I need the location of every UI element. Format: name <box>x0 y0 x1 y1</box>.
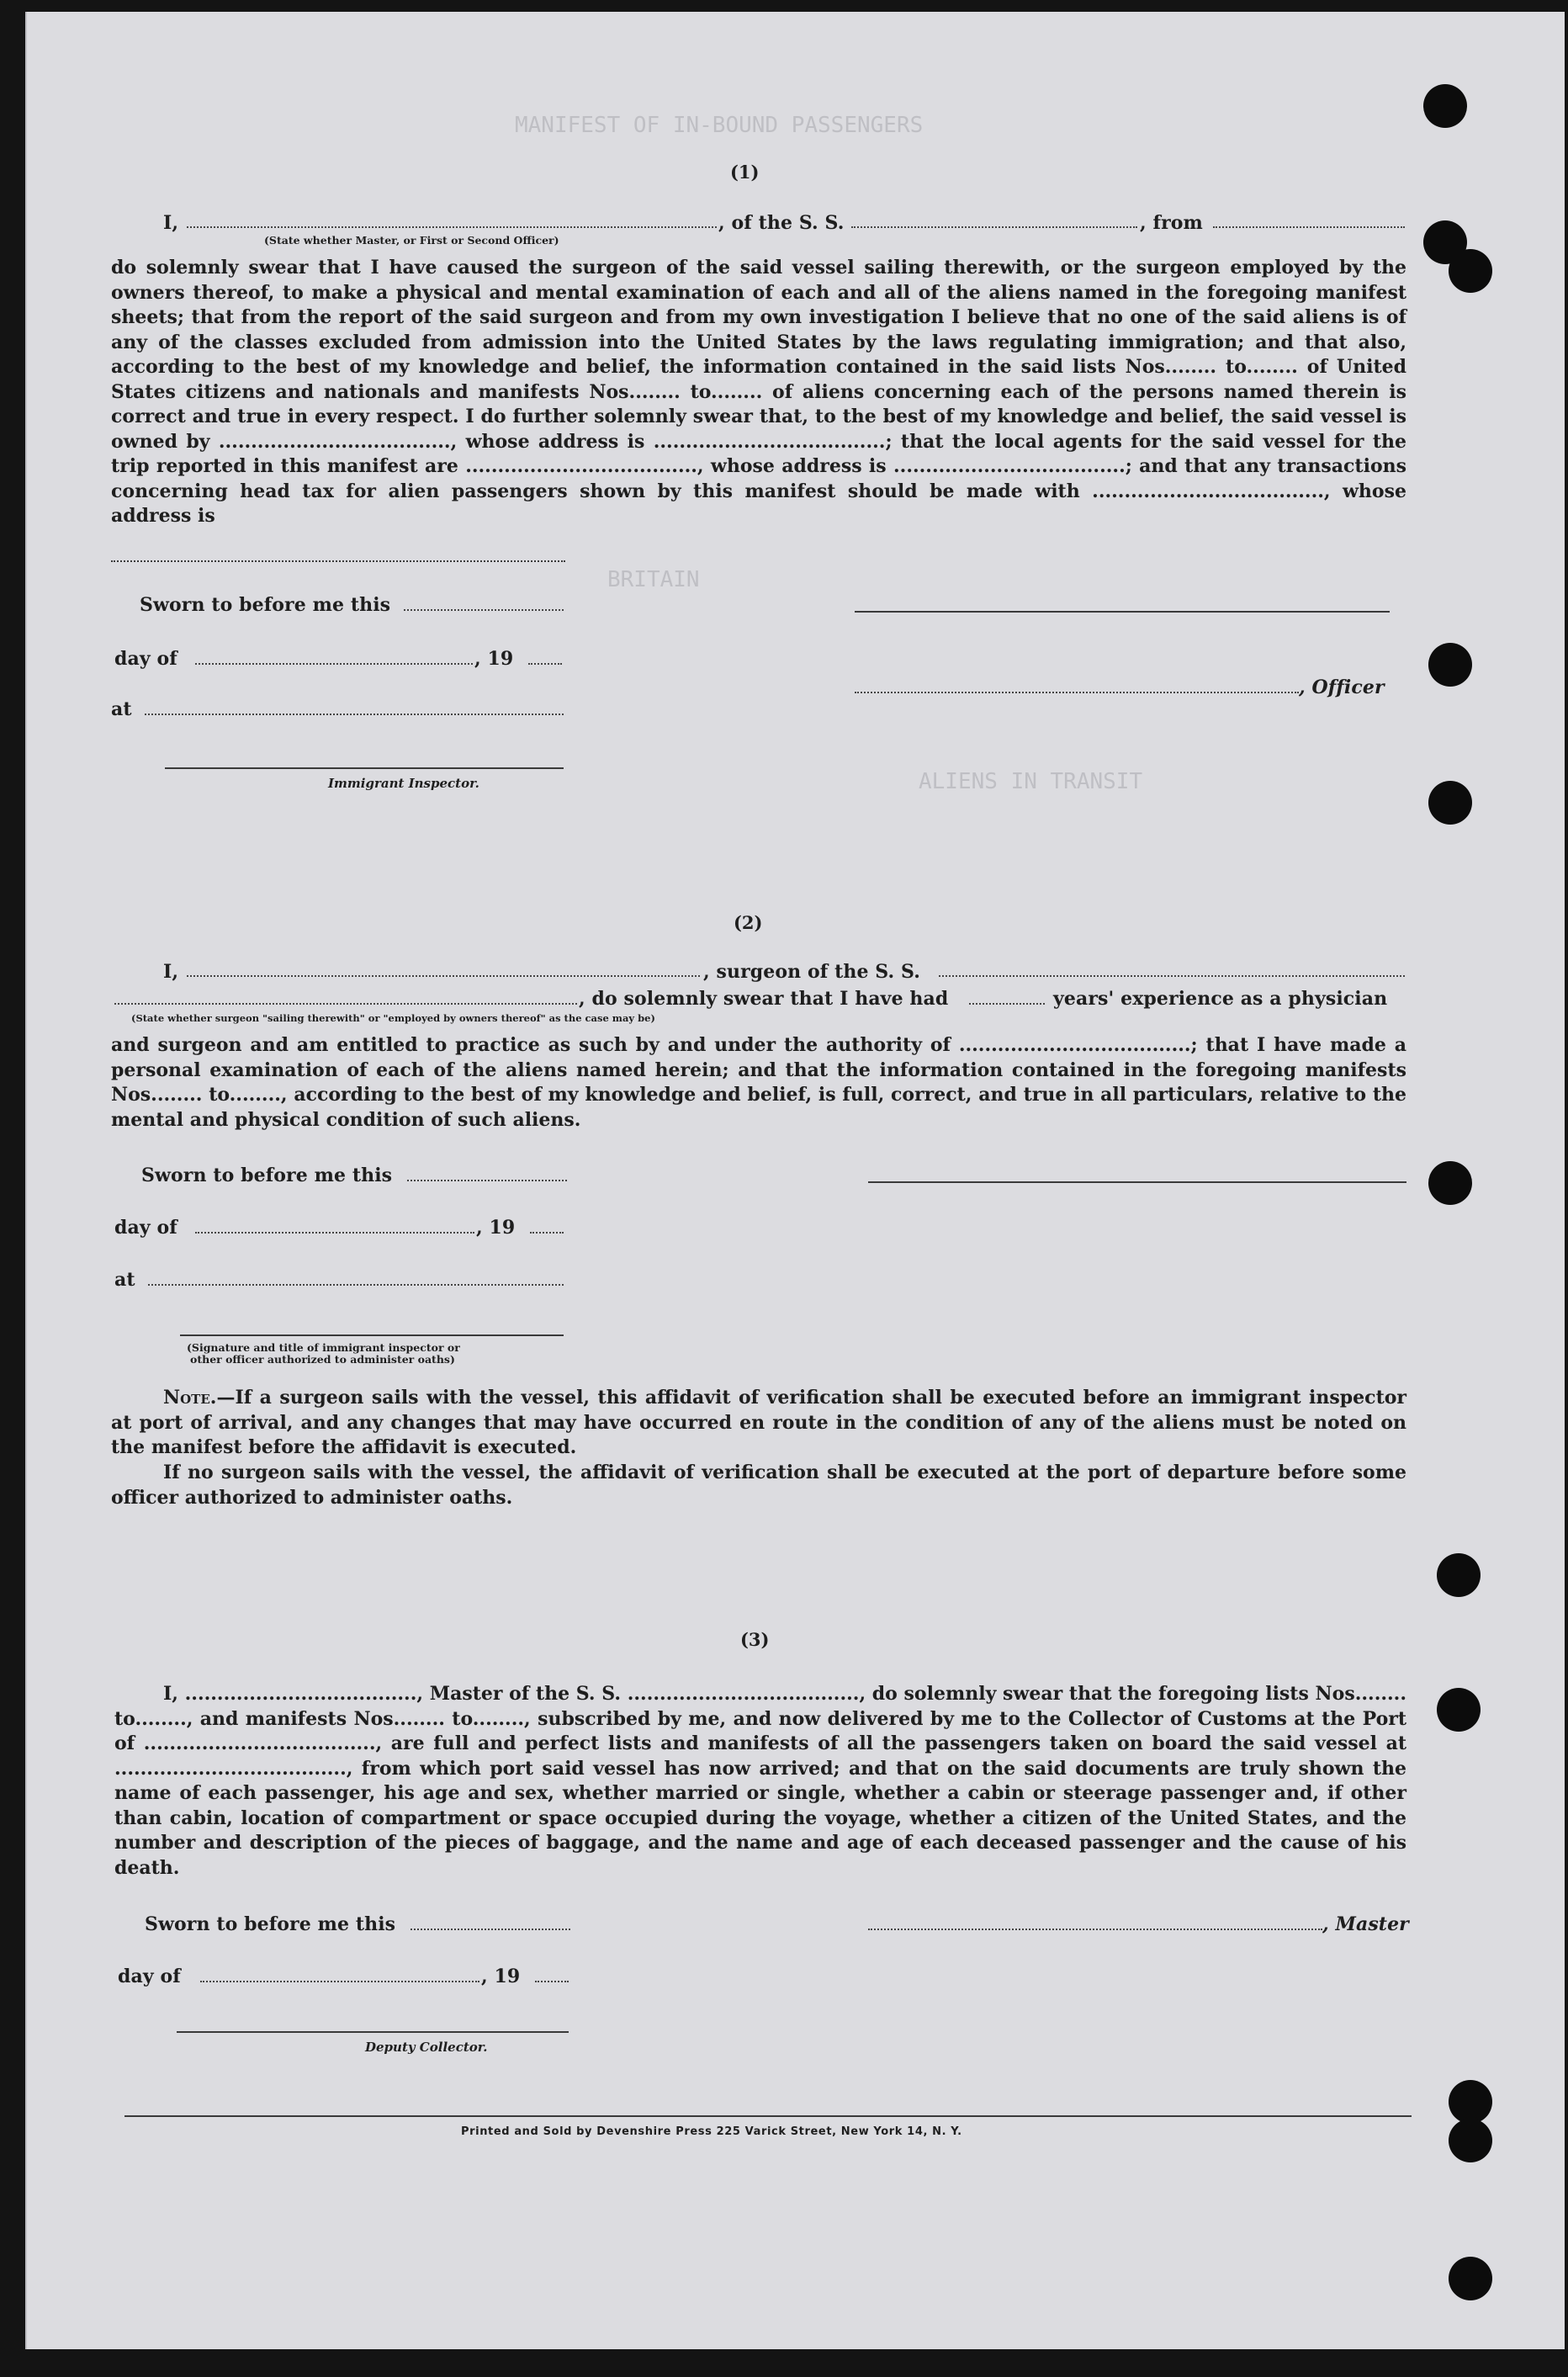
at-label: at <box>114 1269 135 1291</box>
year-field[interactable] <box>528 663 562 665</box>
surgeon-name-field[interactable] <box>187 975 700 977</box>
surgeon-status-note: (State whether surgeon "sailing therewith" or "employed by owners thereof" as the case may be) <box>131 1012 655 1024</box>
vessel-name-field[interactable] <box>851 226 1137 228</box>
at-place-field[interactable] <box>145 714 564 715</box>
affiant-label: I, <box>163 212 179 234</box>
sworn-label: Sworn to before me this <box>141 1165 393 1186</box>
oath-paragraph-1: do solemnly swear that I have caused the surgeon of the said vessel sailing therewith, or the surgeon employed by the owners thereof, to make a physical and mental examination of each and all of the aliens named in the foregoing manifest sheets; that from the report of the said surgeon and from my own investigation I believe that no one of the said aliens is of any of the classes excluded from admission into the United States by the laws regulating immigration; and that also, according to the best of my knowledge and belief, the information contained in the said lists Nos........ to........ of United States citizens and nationals and manifests Nos........ to........ of aliens concerning each of the persons named therein is correct and true in every respect. I do further solemnly swear that, to the best of my knowledge and belief, the said vessel is owned by ...................................., whose address is ....................................; that the local agents for the said vessel for the trip reported in this manifest are ...................................., whose address is ....................................; and that any transactions concerning head tax for alien passengers shown by this manifest should be made with ...................................., whose address is <box>111 257 1406 527</box>
surgeon-of-ss-label: , surgeon of the S. S. <box>703 961 920 983</box>
signature-note: other officer authorized to administer oaths) <box>190 1353 455 1366</box>
punch-hole-icon <box>1449 2080 1492 2124</box>
year-label: , 19 <box>474 648 514 670</box>
at-place-field[interactable] <box>148 1284 564 1286</box>
surgeon-vessel-field[interactable] <box>939 975 1405 977</box>
note-label: Note. <box>163 1387 217 1409</box>
from-label: , from <box>1140 212 1203 234</box>
punch-hole-icon <box>1437 1688 1481 1732</box>
signature-note: (Signature and title of immigrant inspector or <box>187 1341 460 1354</box>
inspector-label: Immigrant Inspector. <box>328 776 479 791</box>
printer-imprint: Printed and Sold by Devenshire Press 225 Varick Street, New York 14, N. Y. <box>461 2125 962 2138</box>
punch-hole-icon <box>1449 2119 1492 2162</box>
sworn-date-field[interactable] <box>407 1180 567 1181</box>
of-ss-label: , of the S. S. <box>718 212 845 234</box>
sworn-label: Sworn to before me this <box>145 1913 396 1935</box>
years-experience-field[interactable] <box>969 1003 1045 1005</box>
day-of-label: day of <box>118 1966 181 1987</box>
day-of-field[interactable] <box>195 1232 474 1234</box>
collector-signature-line[interactable] <box>177 2031 569 2033</box>
officer-rank-note: (State whether Master, or First or Second Officer) <box>264 234 559 247</box>
day-of-field[interactable] <box>200 1981 479 1982</box>
oath-paragraph-3: I, ...................................., Master of the S. S. ...................................., do solemnly swear that the foregoing lists Nos........ to........, and manifests Nos........ to........, subscribed by me, and now delivered by me to the Collector of Customs at the Port of ...................................., are full and perfect lists and manifests of all the passengers taken on board the said vessel at ...................................., from which port said vessel has now arrived; and that on the said documents are truly shown the name of each passenger, his age and sex, whether married or single, whether a cabin or steerage passenger and, if other than cabin, location of compartment or space occupied during the voyage, whether a citizen of the United States, and the number and description of the pieces of baggage, and the name and age of each deceased passenger and the cause of his death. <box>114 1683 1406 1879</box>
bleed-through-text: MANIFEST OF IN-BOUND PASSENGERS <box>515 113 924 138</box>
punch-hole-icon <box>1437 1553 1481 1597</box>
surgeon-swear-label: , do solemnly swear that I have had <box>579 988 949 1010</box>
punch-hole-icon <box>1449 249 1492 293</box>
section-number: (2) <box>734 912 763 933</box>
officer-name-field[interactable] <box>187 226 717 228</box>
officer-signature-line[interactable] <box>855 611 1390 613</box>
footer-rule <box>124 2115 1412 2117</box>
collector-label: Deputy Collector. <box>365 2040 488 2055</box>
oath-paragraph-2: and surgeon and am entitled to practice as such by and under the authority of ....................................; that I have made a personal examination of each of the aliens named herein; and that the information contained in the foregoing manifests Nos........ to........, according to the best of my knowledge and belief, is full, correct, and true in all particulars, relative to the mental and physical condition of such aliens. <box>111 1034 1406 1131</box>
note-text: —If a surgeon sails with the vessel, this affidavit of verification shall be executed before an immigrant inspector at port of arrival, and any changes that may have occurred en route in the condition of any of the aliens must be noted on the manifest before the affidavit is executed. <box>111 1387 1406 1458</box>
day-of-field[interactable] <box>195 663 473 665</box>
day-of-label: day of <box>114 648 177 670</box>
punch-hole-icon <box>1423 84 1467 128</box>
year-field[interactable] <box>535 1981 569 1982</box>
years-experience-label: years' experience as a physician <box>1053 988 1388 1010</box>
section-number: (3) <box>740 1629 770 1650</box>
officer-title-field[interactable] <box>855 692 1299 693</box>
sworn-date-field[interactable] <box>411 1929 570 1930</box>
manifest-page <box>25 12 1565 2349</box>
note-paragraph <box>111 1386 1406 1461</box>
inspector-signature-line[interactable] <box>165 767 564 769</box>
from-port-field[interactable] <box>1213 226 1405 228</box>
separator-rule <box>111 560 565 562</box>
bleed-through-text: BRITAIN <box>607 567 700 592</box>
affiant-label: I, <box>163 961 179 983</box>
sworn-date-field[interactable] <box>404 609 564 611</box>
year-field[interactable] <box>530 1232 564 1234</box>
punch-hole-icon <box>1428 1161 1472 1205</box>
bleed-through-text: ALIENS IN TRANSIT <box>919 769 1143 794</box>
punch-hole-icon <box>1449 2257 1492 2300</box>
year-label: , 19 <box>476 1217 516 1239</box>
master-signature-field[interactable] <box>868 1929 1322 1930</box>
at-label: at <box>111 698 132 720</box>
surgeon-status-field[interactable] <box>114 1003 577 1005</box>
authority-signature-line[interactable] <box>180 1334 564 1336</box>
section-number: (1) <box>730 162 760 183</box>
punch-hole-icon <box>1428 781 1472 825</box>
sworn-label: Sworn to before me this <box>140 594 391 616</box>
day-of-label: day of <box>114 1217 177 1239</box>
year-label: , 19 <box>481 1966 521 1987</box>
note-paragraph-2: If no surgeon sails with the vessel, the affidavit of verification shall be executed at the port of departure before some officer authorized to administer oaths. <box>111 1462 1406 1509</box>
officer-label: , Officer <box>1299 676 1385 698</box>
master-label: , Master <box>1322 1913 1409 1935</box>
punch-hole-icon <box>1428 643 1472 687</box>
surgeon-signature-line[interactable] <box>868 1181 1406 1183</box>
